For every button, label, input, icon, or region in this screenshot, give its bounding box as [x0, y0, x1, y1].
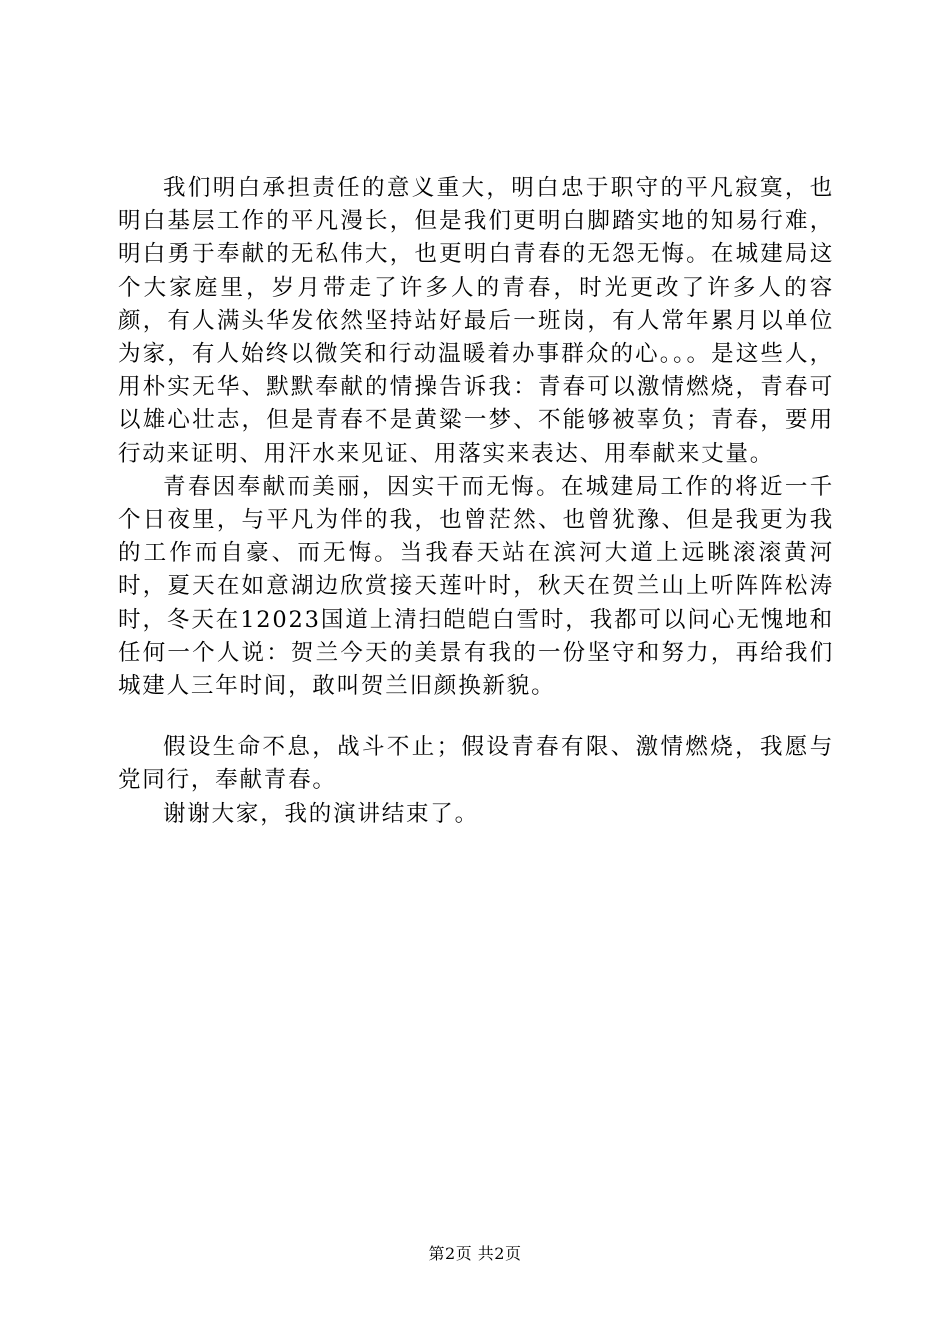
paragraph-dedication: 青春因奉献而美丽，因实干而无悔。在城建局工作的将近一千个日夜里，与平凡为伴的我，也曾茫然、也曾犹豫、但是我更为我的工作而自豪、而无悔。当我春天站在滨河大道上远眺滚滚黄河时，夏天在如意湖边欣赏接天莲叶时，秋天在贺兰山上听阵阵松涛时，冬天在12023国道上清扫皑皑白雪时，我都可以问心无愧地和任何一个人说：贺兰今天的美景有我的一份坚守和努力，再给我们城建人三年时间，敢叫贺兰旧颜换新貌。: [118, 473, 834, 700]
paragraph-responsibility: 我们明白承担责任的意义重大，明白忠于职守的平凡寂寞，也明白基层工作的平凡漫长，但是我们更明白脚踏实地的知易行难，明白勇于奉献的无私伟大，也更明白青春的无怨无悔。在城建局这个大家庭里，岁月带走了许多人的青春，时光更改了许多人的容颜，有人满头华发依然坚持站好最后一班岗，有人常年累月以单位为家，有人始终以微笑和行动温暖着办事群众的心。。。是这些人，用朴实无华、默默奉献的情操告诉我：青春可以激情燃烧，青春可以雄心壮志，但是青春不是黄粱一梦、不能够被辜负；青春，要用行动来证明、用汗水来见证、用落实来表达、用奉献来丈量。: [118, 175, 834, 467]
page-number-footer: 第2页 共2页: [428, 1244, 522, 1263]
paragraph-closing: 谢谢大家，我的演讲结束了。: [163, 800, 479, 827]
paragraph-youth-pledge: 假设生命不息，战斗不止；假设青春有限、激情燃烧，我愿与党同行，奉献青春。: [118, 734, 834, 794]
document-body: [118, 172, 834, 831]
